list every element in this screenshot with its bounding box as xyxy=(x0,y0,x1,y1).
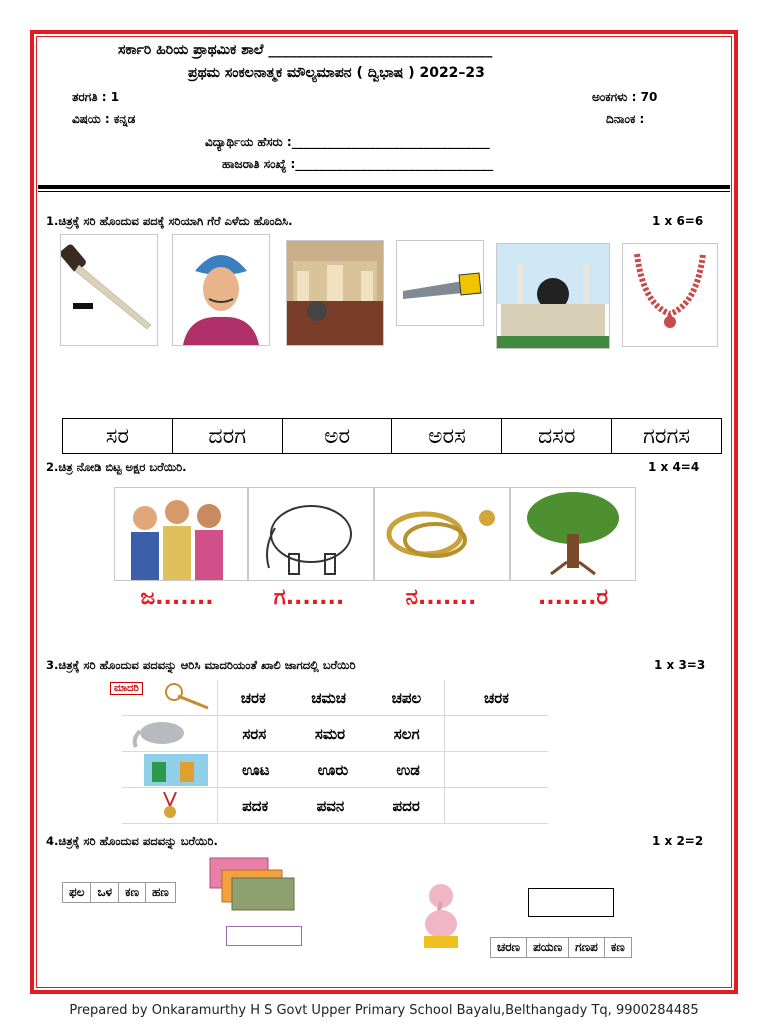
meal-cell xyxy=(122,752,218,787)
question-2: 2.ಚಿತ್ರ ನೋಡಿ ಬಿಟ್ಟ ಅಕ್ಷರ ಬರೆಯಿರಿ. xyxy=(46,460,187,474)
subject-label: ವಿಷಯ : ಕನ್ನಡ xyxy=(72,112,136,126)
word-cell[interactable]: ದರಗ xyxy=(173,419,283,453)
word-cell[interactable]: ಅರಸ xyxy=(392,419,502,453)
word-cell[interactable]: ಗರಗಸ xyxy=(642,423,691,449)
table-row xyxy=(122,752,548,788)
answer-cell[interactable] xyxy=(445,752,548,787)
table-row xyxy=(122,788,548,824)
header-divider-thin xyxy=(38,191,730,192)
question-4-marks: 1 x 2=2 xyxy=(652,834,704,848)
option-word: ಕಣ xyxy=(119,883,146,902)
question-4: 4.ಚಿತ್ರಕ್ಕೆ ಸರಿ ಹೊಂದುವ ಪದವನ್ನು ಬರೆಯಿರಿ. xyxy=(46,834,218,848)
table-row xyxy=(114,680,548,716)
option-word: ಫಲ xyxy=(63,883,91,902)
option-word: ಚರಣ xyxy=(491,938,527,957)
currency-notes-image xyxy=(208,856,298,916)
tree-image xyxy=(510,487,636,581)
spinning-wheel-cell xyxy=(114,680,218,715)
attendance-number-field[interactable]: ಹಾಜರಾತಿ ಸಂಖ್ಯೆ :_________________________________ xyxy=(222,157,494,171)
option-word: ಹಣ xyxy=(151,885,169,899)
dasara-festival-image xyxy=(286,240,384,346)
choice-word: ಊರು xyxy=(317,760,349,779)
necklace-image xyxy=(622,243,718,347)
elephant-cell xyxy=(122,716,218,751)
answer-cell[interactable] xyxy=(445,716,548,751)
choice-word: ಸಲಗ xyxy=(393,724,420,743)
blank-word-3[interactable]: ನ....... xyxy=(405,585,477,610)
word-cell[interactable]: ಅರ xyxy=(283,419,393,453)
king-image xyxy=(172,234,270,346)
choice-word: ಪವನ xyxy=(316,796,345,815)
blank-word-4[interactable]: .......ರ xyxy=(537,585,609,610)
option-word: ಒಳ xyxy=(91,883,119,902)
choice-word: ಪದಕ xyxy=(242,796,269,815)
blank-word-2[interactable]: ಗ....... xyxy=(273,585,345,610)
jewellery-image xyxy=(374,487,510,581)
question-1-marks: 1 x 6=6 xyxy=(652,214,704,228)
word-match-table xyxy=(62,418,722,454)
footer-credit: Prepared by Onkaramurthy H S Govt Upper Primary School Bayalu,Belthangady Tq, 9900284485 xyxy=(69,1003,699,1018)
word-cell[interactable]: ಸರ xyxy=(63,419,173,453)
question-3-marks: 1 x 3=3 xyxy=(654,658,706,672)
medal-cell xyxy=(122,788,218,823)
choice-word: ಪದರ xyxy=(392,796,420,815)
choice-word: ಸಮರ xyxy=(314,724,346,743)
option-word: ಪಯಣ xyxy=(527,938,569,957)
class-label: ತರಗತಿ : 1 xyxy=(72,90,120,104)
option-word: ಗಣಪ xyxy=(569,938,605,957)
student-name-field[interactable]: ವಿದ್ಯಾರ್ಥಿಯ ಹೆಸರು :_________________________________ xyxy=(205,135,490,149)
table-row xyxy=(122,716,548,752)
question-3: 3.ಚಿತ್ರಕ್ಕೆ ಸರಿ ಹೊಂದುವ ಪದವನ್ನು ಆರಿಸಿ ಮಾದರಿಯಂತೆ ಖಾಲಿ ಜಾಗದಲ್ಲಿ ಬರೆಯಿರಿ xyxy=(46,658,356,672)
saw-image xyxy=(396,240,484,326)
ganesha-image xyxy=(418,878,464,954)
elephant-image xyxy=(248,487,374,581)
blank-word-1[interactable]: ಜ....... xyxy=(140,585,214,610)
school-name: ಸರ್ಕಾರಿ ಹಿರಿಯ ಪ್ರಾಥಮಿಕ ಶಾಲೆ ________________________________ xyxy=(118,42,493,58)
word-cell[interactable]: ದಸರ xyxy=(502,419,612,453)
word-choice-table xyxy=(114,680,548,824)
option-word: ಕಣ xyxy=(610,940,625,954)
answer-box-ganesha[interactable] xyxy=(528,888,614,917)
choice-word: ಚಮಚ xyxy=(311,688,347,707)
choice-word: ಉಡ xyxy=(396,760,420,779)
exam-title: ಪ್ರಥಮ ಸಂಕಲನಾತ್ಮಕ ಮೌಲ್ಯಮಾಪನ ( ದ್ವಿಭಾಷ ) 2022–23 xyxy=(188,65,485,81)
mosque-image xyxy=(496,243,610,349)
choice-word: ಊಟ xyxy=(242,760,270,779)
knife-image xyxy=(60,234,158,346)
marks-label: ಅಂಕಗಳು : 70 xyxy=(592,90,658,104)
question-1: 1.ಚಿತ್ರಕ್ಕೆ ಸರಿ ಹೊಂದುವ ಪದಕ್ಕೆ ಸರಿಯಾಗಿ ಗೆರೆ ಎಳೆದು ಹೊಂದಿಸಿ. xyxy=(46,214,293,228)
options-ganesha xyxy=(490,937,632,958)
options-money xyxy=(62,882,176,903)
answer-cell[interactable] xyxy=(445,788,548,823)
answer-cell[interactable]: ಚರಕ xyxy=(484,688,509,707)
answer-box-money[interactable] xyxy=(226,926,302,946)
choice-word: ಸರಸ xyxy=(242,724,267,743)
people-image xyxy=(114,487,248,581)
sample-label: ಮಾದರಿ xyxy=(110,682,143,695)
date-label: ದಿನಾಂಕ : xyxy=(606,112,645,126)
choice-word: ಚರಕ xyxy=(240,688,266,707)
header-divider xyxy=(38,185,730,189)
question-2-marks: 1 x 4=4 xyxy=(648,460,700,474)
choice-word: ಚಪಲ xyxy=(391,688,422,707)
